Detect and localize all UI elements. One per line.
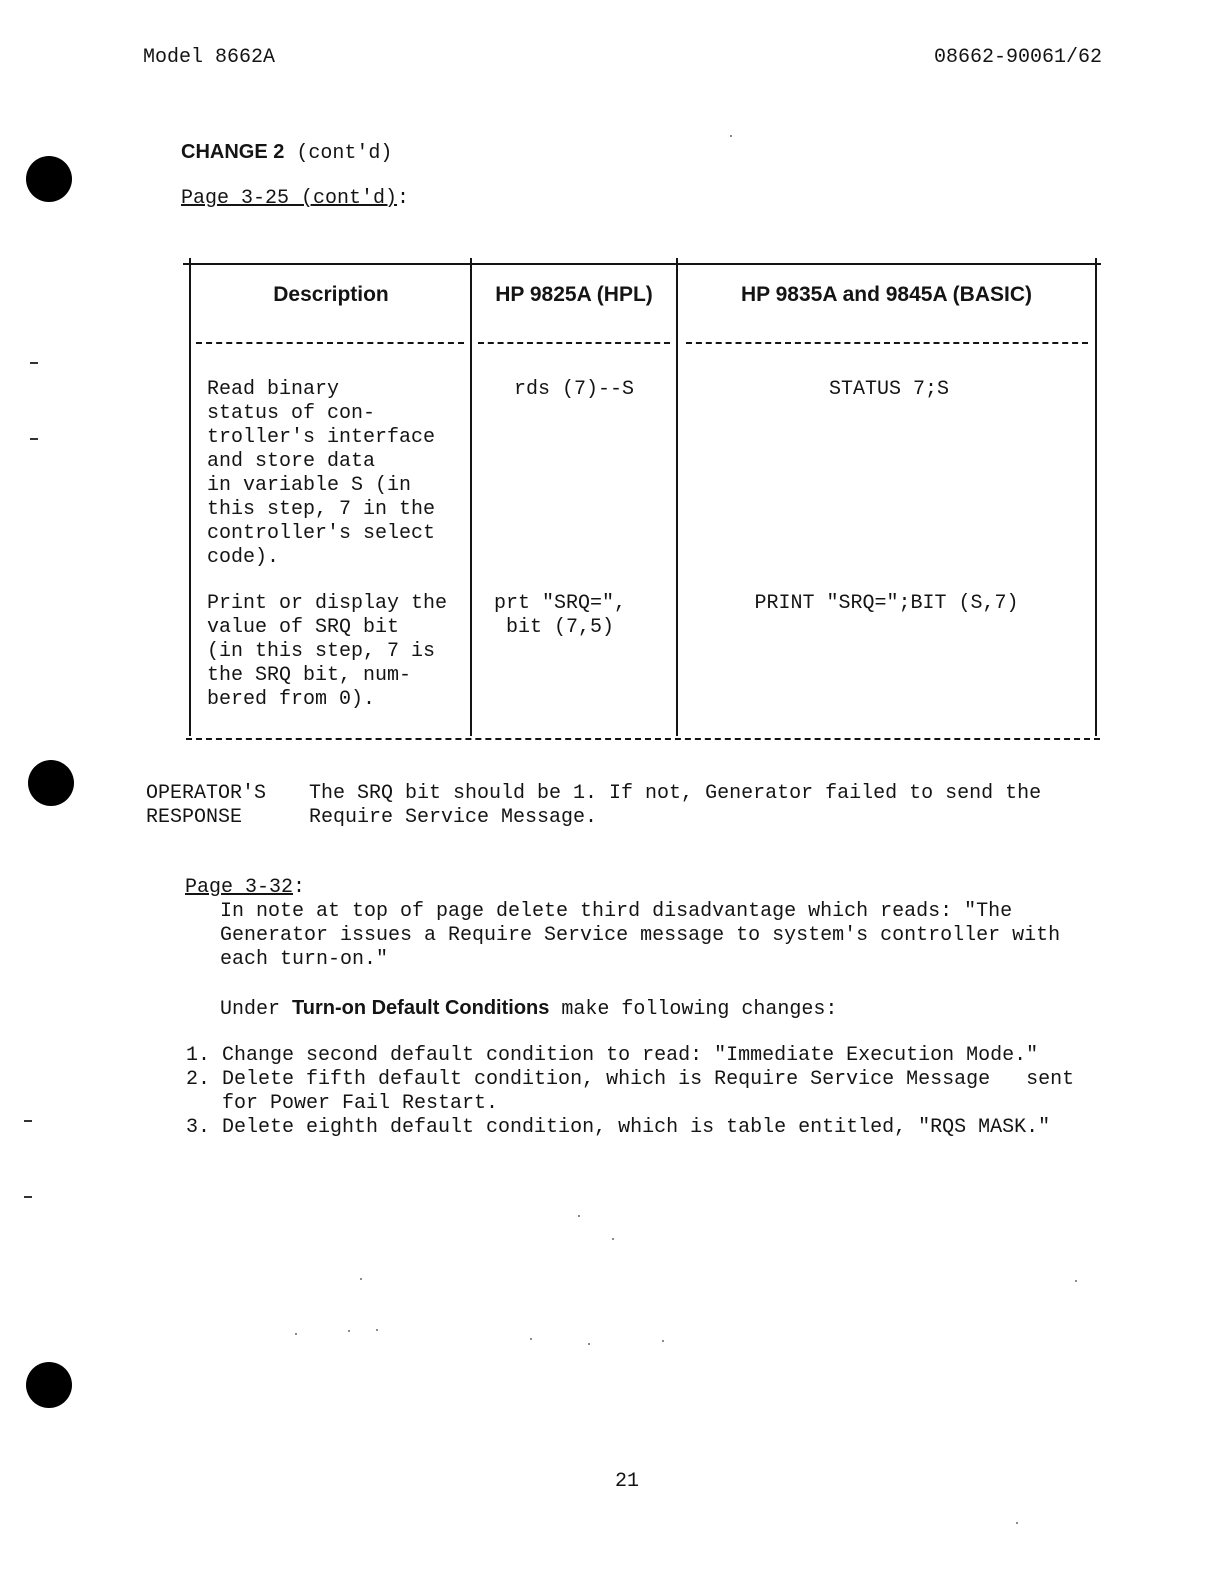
margin-tick: [30, 362, 38, 364]
margin-tick: [24, 1196, 32, 1198]
binder-hole-middle: [28, 760, 74, 806]
page-ref-325-suffix: :: [397, 187, 410, 210]
page-332-note: In note at top of page delete third disadvantage which reads: "The Generator issues a Require Service message to system's controller with each turn-on.": [220, 900, 1061, 971]
scan-speck: [662, 1340, 664, 1342]
margin-tick: [24, 1120, 32, 1122]
scan-speck: [612, 1238, 614, 1240]
page-ref-332-suffix: :: [293, 876, 306, 899]
header-separator: [478, 342, 670, 344]
header-separator: [686, 342, 1088, 344]
binder-hole-bottom: [26, 1362, 72, 1408]
row-1-basic: STATUS 7;S: [828, 378, 950, 401]
scan-speck: [588, 1343, 590, 1345]
row-1-description: Read binary status of con- troller's interface and store data in variable S (in this step, 7 in the controller's select code).: [207, 378, 436, 569]
scan-speck: [348, 1330, 350, 1332]
turn-on-defaults-intro: [220, 996, 837, 1022]
operator-response-text: The SRQ bit should be 1. If not, Generator failed to send the Require Service Message.: [309, 782, 1042, 829]
page-number: 21: [615, 1470, 640, 1493]
table-bottom-border: [186, 738, 1100, 740]
row-2-description: Print or display the value of SRQ bit (in this step, 7 is the SRQ bit, num- bered from 0).: [207, 592, 448, 711]
scan-speck: [295, 1333, 297, 1335]
margin-tick: [30, 438, 38, 440]
change-item-3: 3. Delete eighth default condition, which is table entitled, "RQS MASK.": [186, 1116, 1051, 1139]
scan-speck: [530, 1338, 532, 1340]
table-border-left: [189, 258, 191, 736]
page-ref-332: [185, 876, 305, 900]
model-header: Model 8662A: [143, 46, 276, 69]
table-border-right: [1095, 258, 1097, 736]
scan-speck: [1016, 1522, 1018, 1524]
scan-speck: [376, 1329, 378, 1331]
header-hpl: HP 9825A (HPL): [495, 283, 653, 306]
intro-post: make following changes:: [549, 998, 838, 1021]
scan-speck: [578, 1215, 580, 1217]
change-item-2: 2. Delete fifth default condition, which is Require Service Message sent for Power Fail Restart.: [186, 1068, 1075, 1115]
page-ref-325-text: Page 3-25 (cont'd): [181, 187, 398, 210]
row-1-hpl: rds (7)--S: [513, 378, 635, 401]
page-ref-332-text: Page 3-32: [185, 876, 294, 899]
scan-speck: [1075, 1280, 1077, 1282]
scan-speck: [360, 1278, 362, 1280]
intro-pre: Under: [220, 998, 293, 1021]
table-divider-1: [470, 258, 472, 736]
binder-hole-top: [26, 156, 72, 202]
change-title: [181, 140, 392, 166]
change-title-rest: (cont'd): [284, 142, 393, 165]
operator-response-label: OPERATOR'S RESPONSE: [146, 782, 267, 829]
change-item-1: 1. Change second default condition to read: "Immediate Execution Mode.": [186, 1044, 1039, 1067]
row-2-hpl: prt "SRQ=", bit (7,5): [494, 592, 627, 639]
intro-bold: Turn-on Default Conditions: [292, 997, 550, 1019]
table-top-border: [183, 263, 1101, 265]
document-number: 08662-90061/62: [934, 46, 1103, 69]
scan-speck: [730, 135, 732, 137]
header-basic: HP 9835A and 9845A (BASIC): [741, 283, 1032, 306]
header-separator: [196, 342, 464, 344]
table-divider-2: [676, 258, 678, 736]
page-ref-325: [181, 187, 409, 211]
change-title-bold: CHANGE 2: [181, 141, 285, 163]
header-description: Description: [273, 283, 389, 306]
row-2-basic: PRINT "SRQ=";BIT (S,7): [754, 592, 1019, 615]
